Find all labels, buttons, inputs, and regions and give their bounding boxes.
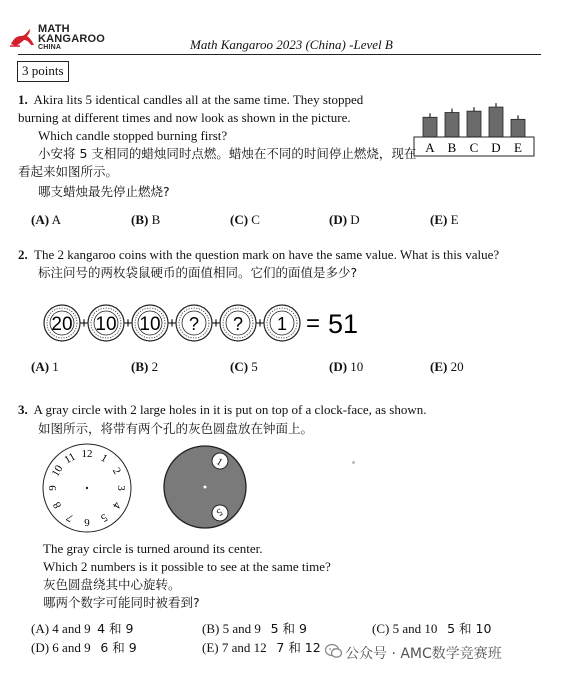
clock-number-12: 12 — [81, 448, 93, 460]
coin-value-5: 1 — [276, 314, 288, 334]
equals-sign: = — [305, 310, 321, 337]
q3-option-e[interactable]: (E) 7 and 12 7 和 12 — [202, 640, 321, 655]
coin-value-1: 10 — [95, 314, 117, 335]
stray-dot — [352, 461, 355, 464]
plus-sign-0: + — [79, 315, 89, 332]
coin-value-0: 20 — [51, 314, 73, 335]
coin-value-3: ? — [188, 314, 200, 334]
plus-sign-3: + — [211, 315, 221, 332]
header-divider — [18, 54, 541, 55]
q1-text-line1 — [18, 91, 363, 109]
clock-number-1: 1 — [98, 451, 110, 466]
q1-option-d[interactable]: (D) D — [329, 212, 360, 227]
page-title: Math Kangaroo 2023 (China) -Level B — [190, 37, 393, 52]
candle-label-a: A — [425, 140, 435, 155]
candle-b — [445, 113, 459, 137]
q3-zh-line3: 哪两个数字可能同时被看到? — [43, 595, 200, 610]
q2-text-line1 — [18, 246, 499, 264]
logo-line-math: MATH — [38, 23, 70, 35]
hole-number-1: 1 — [214, 456, 225, 469]
q1-zh-line1: 小安将 5 支相同的蜡烛同时点燃。蜡烛在不同的时间停止燃烧，现在 — [38, 146, 417, 161]
q3-en-text: A gray circle with 2 large holes in it is put on top of a clock-face, as shown. — [33, 402, 427, 417]
candle-e — [511, 119, 525, 137]
coin-value-2: 10 — [139, 314, 161, 335]
candles-figure — [410, 97, 540, 159]
q2-option-d[interactable]: (D) 10 — [329, 359, 364, 374]
q3-number: 3. — [18, 402, 28, 417]
clock-face-figure — [40, 441, 135, 536]
points-section-label: 3 points — [17, 61, 69, 82]
q3-zh-text: 如图所示，将带有两个孔的灰色圆盘放在钟面上。 — [38, 421, 314, 436]
q3-option-d[interactable]: (D) 6 and 9 6 和 9 — [31, 640, 137, 655]
q2-option-e[interactable]: (E) 20 — [430, 359, 464, 374]
plus-sign-2: + — [167, 315, 177, 332]
clock-number-9: 9 — [47, 485, 59, 491]
clock-number-2: 2 — [109, 465, 124, 477]
clock-number-11: 11 — [62, 450, 78, 467]
q1-option-b[interactable]: (B) B — [131, 212, 161, 227]
hole-number-5: 5 — [214, 505, 225, 518]
watermark-text: 公众号 · AMC数学竞赛班 — [345, 646, 502, 662]
equation-result: 51 — [328, 309, 359, 339]
clock-number-6: 6 — [84, 516, 90, 528]
candle-d — [489, 107, 503, 137]
q1-option-c[interactable]: (C) C — [230, 212, 260, 227]
plus-sign-1: + — [123, 315, 133, 332]
q3-en-line3: Which 2 numbers is it possible to see at the same time? — [43, 559, 331, 574]
q1-option-a[interactable]: (A) A — [31, 212, 61, 227]
q2-option-c[interactable]: (C) 5 — [230, 359, 258, 374]
clock-number-8: 8 — [50, 499, 65, 511]
candle-c — [467, 111, 481, 137]
candle-label-c: C — [469, 140, 479, 155]
q1-zh-question: 哪支蜡烛最先停止燃烧? — [38, 184, 170, 199]
q1-en-line1: Akira lits 5 identical candles all at the same time. They stopped — [33, 92, 364, 107]
q3-option-c[interactable]: (C) 5 and 10 5 和 10 — [372, 621, 492, 636]
q1-en-question: Which candle stopped burning first? — [38, 128, 228, 143]
candle-label-e: E — [514, 140, 522, 155]
clock-number-10: 10 — [49, 463, 66, 479]
clock-number-4: 4 — [109, 499, 124, 511]
logo-line-kangaroo: KANGAROO — [38, 33, 105, 45]
q2-zh-text: 标注问号的两枚袋鼠硬币的面值相同。它们的面值是多少? — [38, 265, 358, 280]
kangaroo-logo-icon — [8, 26, 36, 48]
clock-center — [86, 487, 88, 489]
clock-number-3: 3 — [115, 485, 127, 491]
clock-number-7: 7 — [64, 510, 76, 525]
coin-value-4: ? — [232, 314, 244, 334]
q2-number: 2. — [18, 247, 28, 262]
q1-number: 1. — [18, 92, 28, 107]
q3-en-line2: The gray circle is turned around its center. — [43, 541, 263, 556]
q2-option-b[interactable]: (B) 2 — [131, 359, 159, 374]
q3-text-line1 — [18, 401, 426, 419]
wechat-icon — [325, 643, 343, 659]
clock-number-5: 5 — [98, 510, 110, 525]
candle-a — [423, 117, 437, 137]
q3-option-b[interactable]: (B) 5 and 9 5 和 9 — [202, 621, 307, 636]
q1-option-e[interactable]: (E) E — [430, 212, 459, 227]
gray-disc-figure — [162, 441, 250, 533]
candle-label-d: D — [491, 140, 501, 155]
q1-en-line2: burning at different times and now look as shown in the picture. — [18, 110, 351, 125]
q2-en-text: The 2 kangaroo coins with the question mark on have the same value. What is this value? — [34, 247, 500, 262]
q3-zh-line2: 灰色圆盘绕其中心旋转。 — [43, 577, 181, 592]
q1-zh-line2: 看起来如图所示。 — [18, 164, 119, 179]
q2-option-a[interactable]: (A) 1 — [31, 359, 59, 374]
candle-label-b: B — [447, 140, 457, 155]
q3-option-a[interactable]: (A) 4 and 9 4 和 9 — [31, 621, 134, 636]
logo-line-china: CHINA — [38, 44, 62, 51]
disc-center — [204, 486, 207, 489]
plus-sign-4: + — [255, 315, 265, 332]
math-kangaroo-logo — [8, 23, 105, 54]
coins-equation-figure — [40, 298, 420, 348]
